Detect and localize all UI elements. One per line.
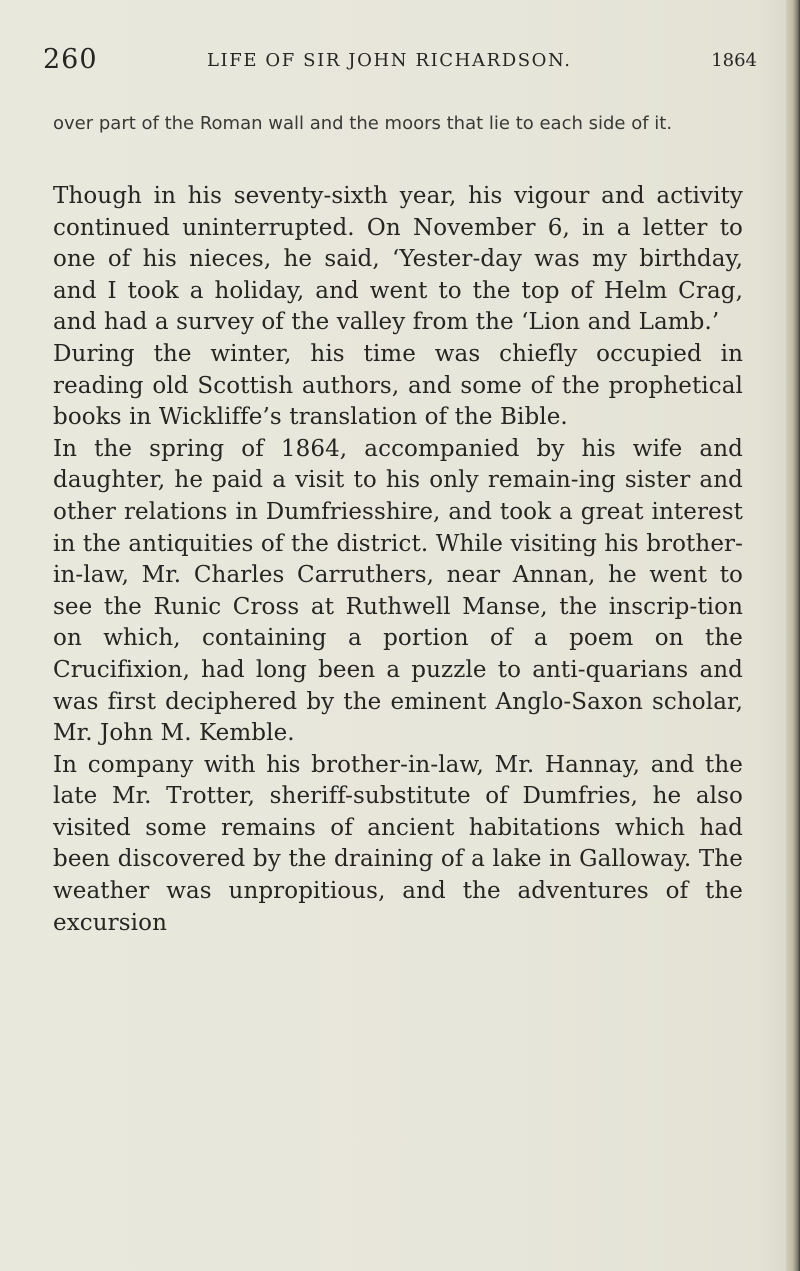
paragraph: In the spring of 1864, accompanied by his wife and daughter, he paid a visit to his only remain-ing sister and other relations in Dumfriesshire, and took a great interest in the antiquities of the district. While visiting his brother-in-law, Mr. Charles Carruthers, near Annan, he went to see the Runic Cross at Ruthwell Manse, the inscrip-tion on which, containing a portion of a poem on the Crucifixion, had long been a puzzle to anti-quarians and was first deciphered by the eminent Anglo-Saxon scholar, Mr. John M. Kemble. [53, 435, 743, 747]
page-header [43, 44, 765, 84]
paragraph: In company with his brother-in-law, Mr. Hannay, and the late Mr. Trotter, sheriff-substitute of Dumfries, he also visited some remains of ancient habitations which had been discovered by the draining of a lake in Galloway. The weather was unpropitious, and the adventures of the excursion [53, 751, 743, 936]
header-year: 1864 [711, 50, 757, 71]
paragraph: Though in his seventy-sixth year, his vigour and activity continued uninterrupted. On November 6, in a letter to one of his nieces, he said, ‘Yester-day was my birthday, and I took a holiday, and went to the top of Helm Crag, and had a survey of the valley from the ‘Lion and Lamb.’ [53, 183, 743, 336]
running-head: LIFE OF SIR JOHN RICHARDSON. [207, 50, 572, 71]
paragraph: During the winter, his time was chiefly occupied in reading old Scottish authors, and some of the prophetical books in Wickliffe’s translation of the Bible. [53, 340, 743, 431]
body-text [53, 109, 743, 939]
page-edge-shadow [786, 0, 800, 1271]
paragraph-continuation: over part of the Roman wall and the moors that lie to each side of it. [53, 113, 673, 134]
page-number: 260 [43, 44, 98, 75]
